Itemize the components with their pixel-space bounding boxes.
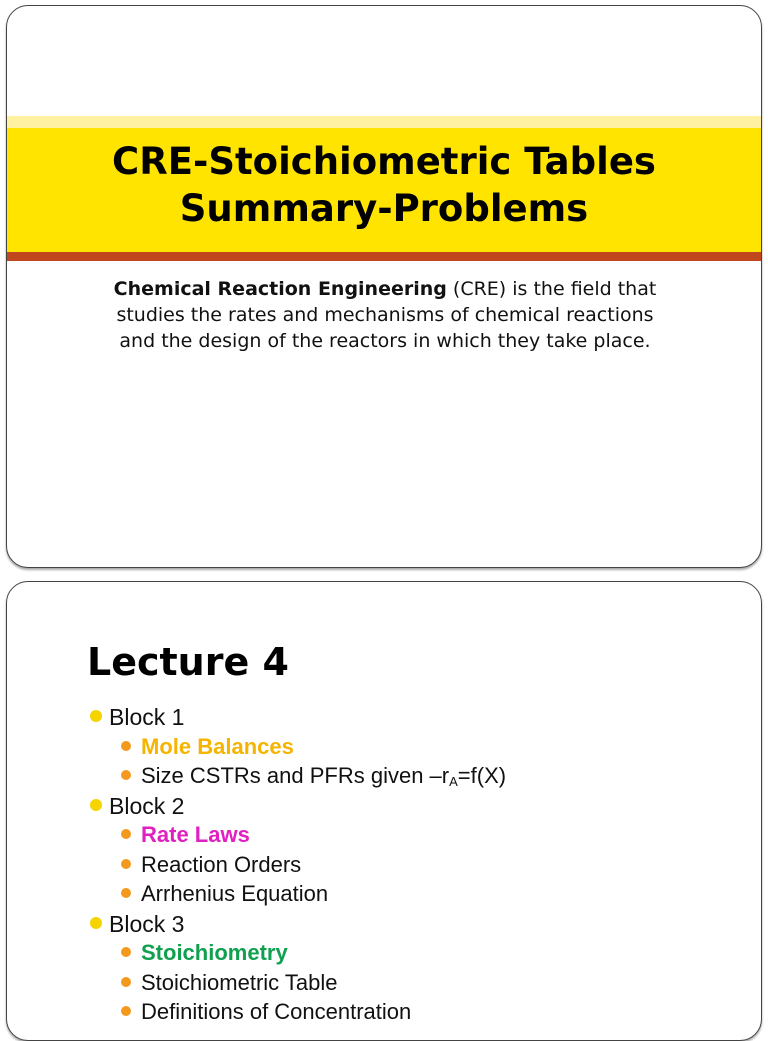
- outline-subitem: [87, 822, 727, 852]
- bullet-icon: [121, 741, 131, 751]
- intro-text: (CRE) is the field that studies the rates and mechanisms of chemical reactions and the design of the reactors in which they take place.: [116, 278, 657, 352]
- outline-item-text: Block 1: [109, 704, 185, 730]
- outline-item-text: Mole Balances: [141, 733, 294, 759]
- bullet-icon: [121, 977, 131, 987]
- outline-subitem: [87, 999, 727, 1029]
- slide-lecture-4: [6, 581, 762, 1041]
- outline-item-text: Size CSTRs and PFRs given $-r_A=f(X)$: [141, 763, 507, 789]
- outline-item-text: Block 2: [109, 792, 185, 819]
- bullet-icon: [121, 829, 131, 839]
- bullet-icon: [121, 947, 131, 957]
- bullet-icon: [90, 799, 102, 811]
- bullet-icon: [90, 710, 102, 722]
- slide-title: [6, 5, 762, 568]
- outline-item-text: Reaction Orders: [141, 851, 302, 877]
- intro-paragraph: [107, 276, 663, 354]
- bullet-icon: [121, 1006, 131, 1016]
- outline-item-text: Arrhenius Equation: [141, 881, 329, 906]
- title-line-1: CRE-Stoichiometric Tables: [112, 140, 656, 183]
- bullet-icon: [121, 770, 131, 780]
- outline-block-item: [87, 911, 727, 941]
- bullet-icon: [121, 888, 131, 898]
- bullet-icon: [121, 859, 131, 869]
- outline-item-text: Stoichiometry: [141, 940, 288, 965]
- outline-subitem: [87, 940, 727, 970]
- outline-list: [87, 704, 727, 1029]
- title-band-highlight: [7, 116, 761, 128]
- title-band-rule: [7, 252, 761, 261]
- outline-subitem: [87, 881, 727, 911]
- title-line-2: Summary-Problems: [179, 187, 589, 230]
- outline-block-item: [87, 704, 727, 734]
- outline-item-text: Rate Laws: [141, 822, 250, 847]
- bullet-icon: [90, 917, 102, 929]
- outline-item-text: Stoichiometric Table: [141, 969, 338, 995]
- outline-subitem: [87, 763, 727, 793]
- outline-subitem: [87, 852, 727, 882]
- slide-title-text: [7, 138, 761, 232]
- outline-subitem: [87, 970, 727, 1000]
- intro-bold-term: Chemical Reaction Engineering: [113, 278, 447, 300]
- outline-item-text: Block 3: [109, 910, 185, 937]
- lecture-title: Lecture 4: [87, 640, 289, 684]
- outline-subitem: [87, 734, 727, 764]
- outline-block-item: [87, 793, 727, 823]
- outline-item-text: Definitions of Concentration: [141, 999, 412, 1024]
